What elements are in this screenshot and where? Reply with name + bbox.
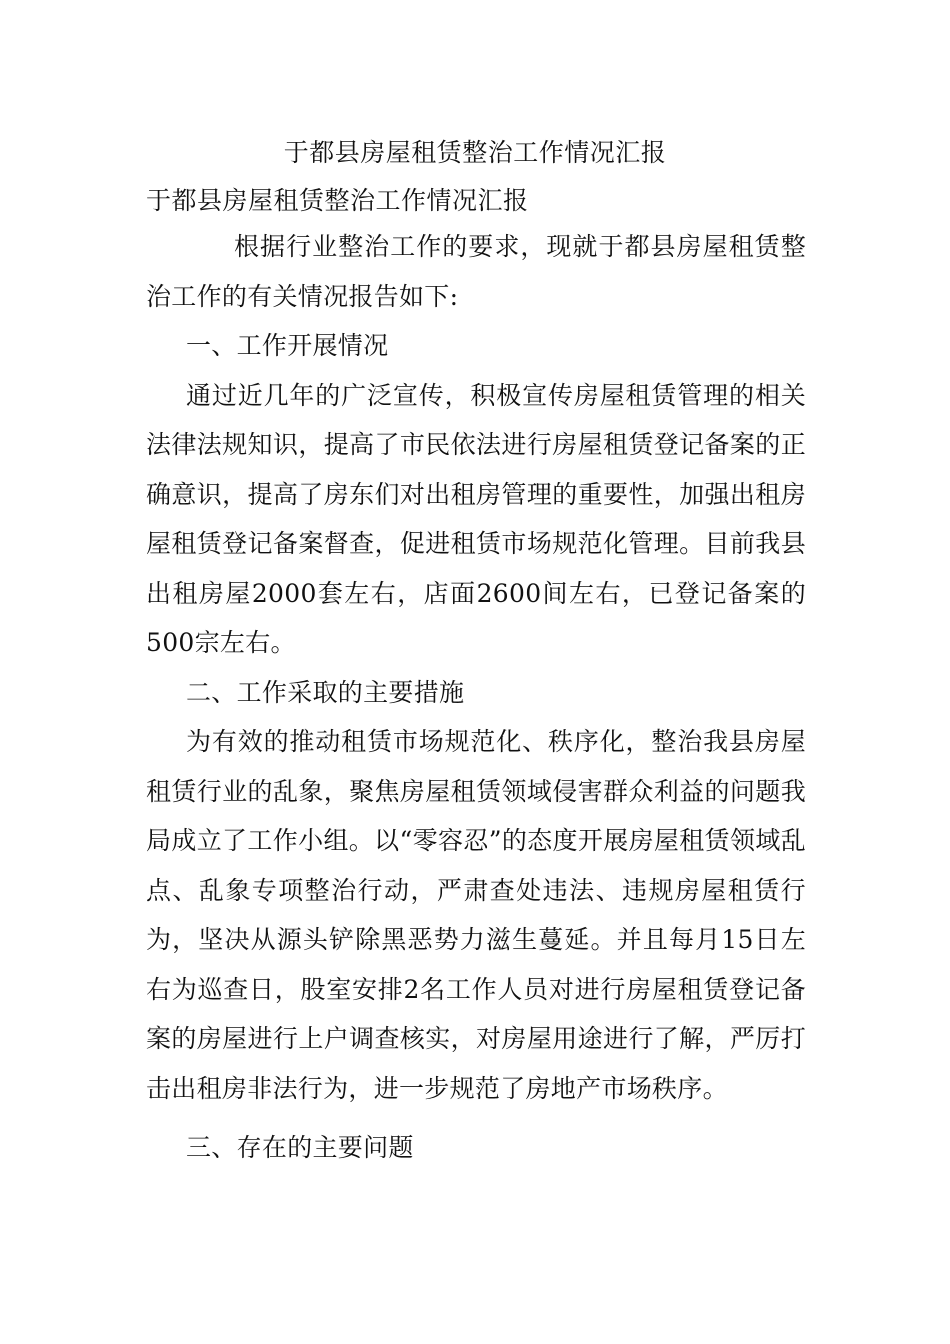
section-1-paragraph: 通过近几年的广泛宣传，积极宣传房屋租赁管理的相关法律法规知识，提高了市民依法进行房屋租赁登记备案的正确意识，提高了房东们对出租房管理的重要性，加强出租房屋租赁登记备案督查，促进租赁市场规范化管理。目前我县出租房屋2000套左右，店面2600间左右，已登记备案的500宗左右。 <box>146 380 806 657</box>
section-2-heading: 二、工作采取的主要措施 <box>186 677 465 707</box>
section-2-paragraph: 为有效的推动租赁市场规范化、秩序化，整治我县房屋租赁行业的乱象，聚焦房屋租赁领域侵害群众利益的问题我局成立了工作小组。以“零容忍”的态度开展房屋租赁领域乱点、乱象专项整治行动，严肃查处违法、违规房屋租赁行为，坚决从源头铲除黑恶势力滋生蔓延。并且每月15日左右为巡查日，股室安排2名工作人员对进行房屋租赁登记备案的房屋进行上户调查核实，对房屋用途进行了解，严厉打击出租房非法行为，进一步规范了房地产市场秩序。 <box>146 727 806 1103</box>
document-title: 于都县房屋租赁整治工作情况汇报 <box>283 138 667 167</box>
section-3-heading: 三、存在的主要问题 <box>186 1133 414 1162</box>
document-subtitle: 于都县房屋租赁整治工作情况汇报 <box>146 186 529 215</box>
document-body <box>146 222 806 1173</box>
intro-paragraph: 根据行业整治工作的要求，现就于都县房屋租赁整治工作的有关情况报告如下: <box>146 232 806 311</box>
section-1-heading: 一、工作开展情况 <box>186 331 389 360</box>
